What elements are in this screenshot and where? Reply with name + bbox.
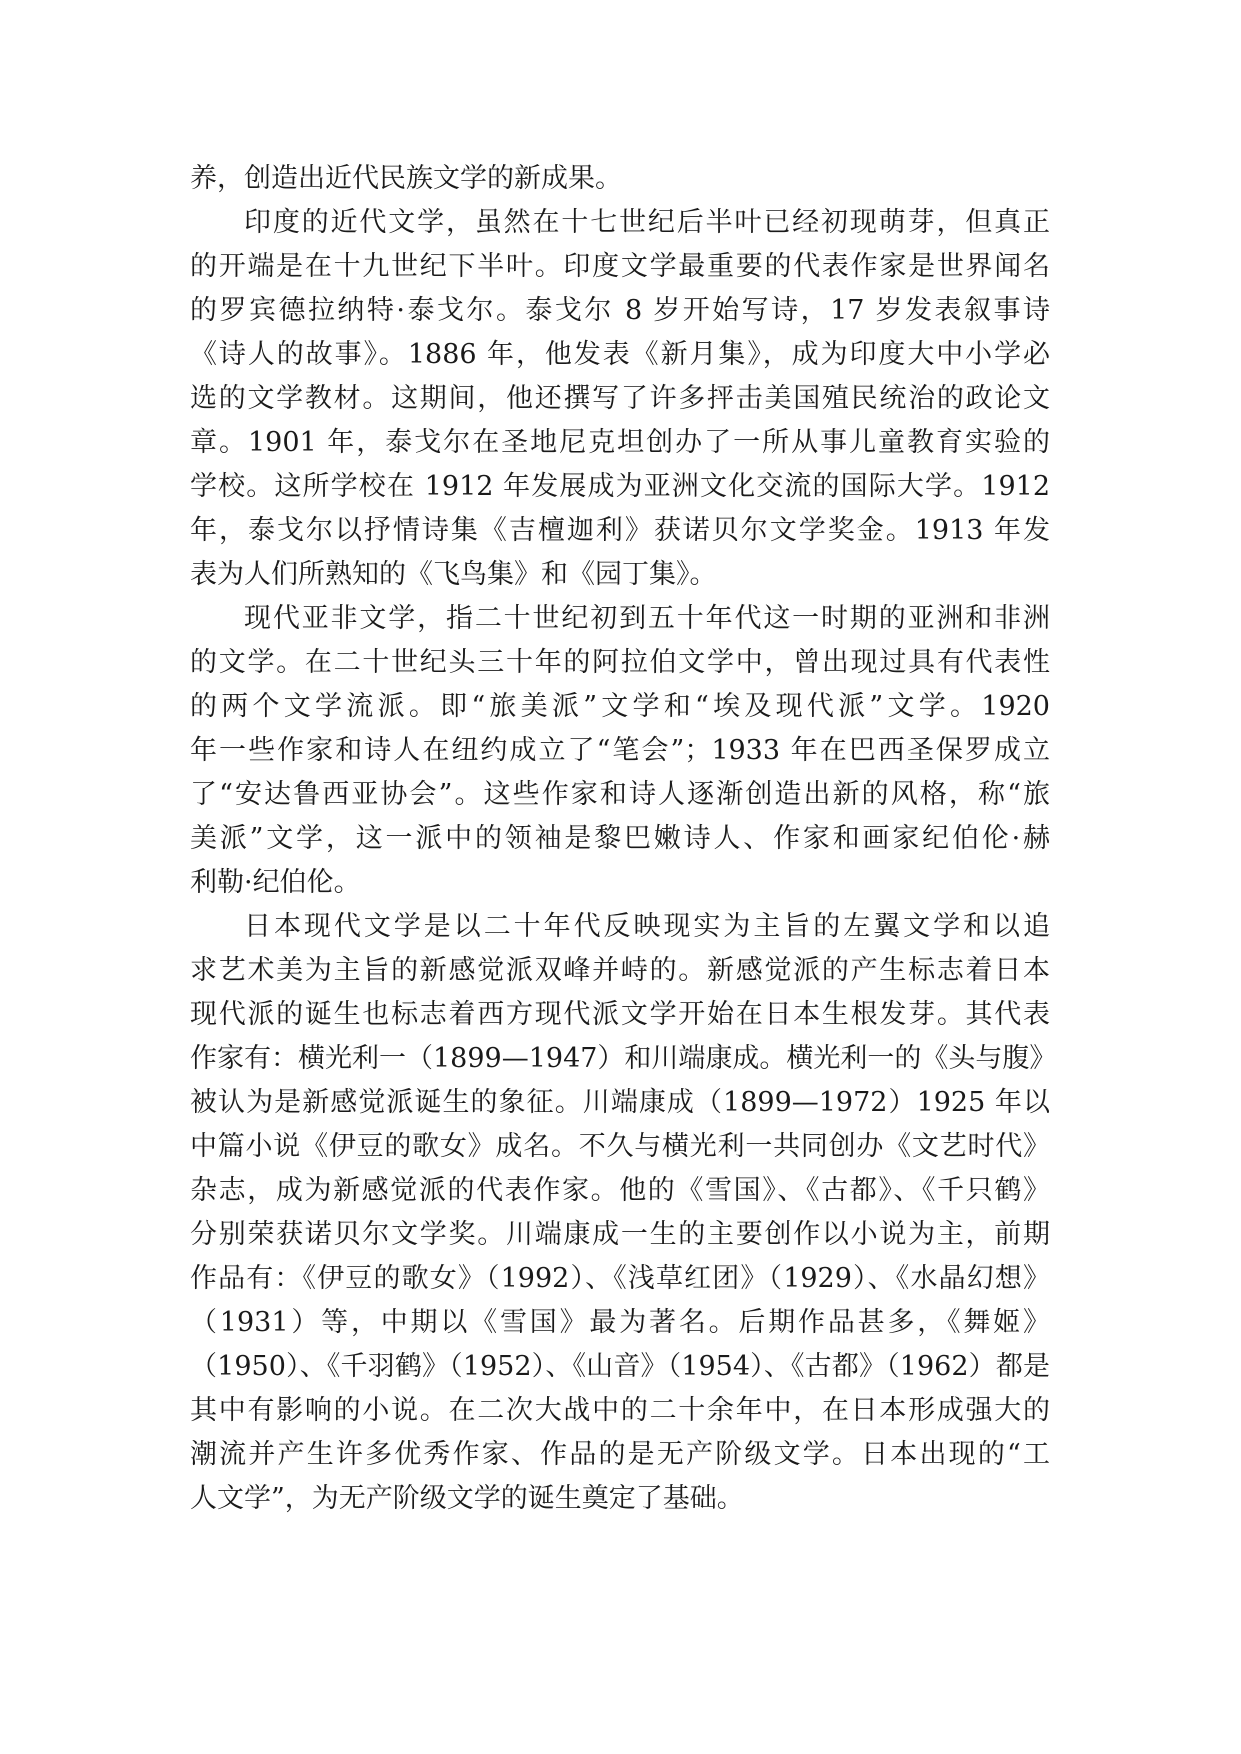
paragraph-line: 选的文学教材。这期间，他还撰写了许多抨击美国殖民统治的政论文 (190, 383, 1050, 414)
paragraph-line: 养，创造出近代民族文学的新成果。 (190, 163, 622, 194)
paragraph-line: 的开端是在十九世纪下半叶。印度文学最重要的代表作家是世界闻名 (190, 251, 1050, 282)
paragraph-line: 的罗宾德拉纳特·泰戈尔。泰戈尔 8 岁开始写诗，17 岁发表叙事诗 (190, 295, 1050, 326)
paragraph-line: 日本现代文学是以二十年代反映现实为主旨的左翼文学和以追 (244, 911, 1050, 942)
paragraph-line: 潮流并产生许多优秀作家、作品的是无产阶级文学。日本出现的“工 (190, 1439, 1050, 1470)
body-text (190, 157, 1057, 1521)
paragraph-line: 印度的近代文学，虽然在十七世纪后半叶已经初现萌芽，但真正 (244, 207, 1050, 238)
paragraph-line: （1950）、《千羽鹤》（1952）、《山音》（1954）、《古都》（1962）都是 (190, 1351, 1050, 1382)
paragraph-line: 中篇小说《伊豆的歌女》成名。不久与横光利一共同创办《文艺时代》 (190, 1131, 1050, 1162)
paragraph-line: 作品有：《伊豆的歌女》（1992）、《浅草红团》（1929）、《水晶幻想》 (190, 1263, 1050, 1294)
paragraph (190, 905, 1057, 1521)
paragraph (190, 157, 1050, 201)
paragraph-line: 作家有：横光利一（1899—1947）和川端康成。横光利一的《头与腹》 (190, 1043, 1057, 1074)
paragraph-line: 了“安达鲁西亚协会”。这些作家和诗人逐渐创造出新的风格，称“旅 (190, 779, 1050, 810)
paragraph-line: 章。1901 年，泰戈尔在圣地尼克坦创办了一所从事儿童教育实验的 (190, 427, 1050, 458)
paragraph-line: 年一些作家和诗人在纽约成立了“笔会”；1933 年在巴西圣保罗成立 (190, 735, 1050, 766)
paragraph-line: 的两个文学流派。即“旅美派”文学和“埃及现代派”文学。1920 (190, 691, 1050, 722)
paragraph-line: 分别荣获诺贝尔文学奖。川端康成一生的主要创作以小说为主，前期 (190, 1219, 1050, 1250)
paragraph-line: 《诗人的故事》。1886 年，他发表《新月集》，成为印度大中小学必 (190, 339, 1050, 370)
paragraph-line: 现代派的诞生也标志着西方现代派文学开始在日本生根发芽。其代表 (190, 999, 1050, 1030)
paragraph-line: 杂志，成为新感觉派的代表作家。他的《雪国》、《古都》、《千只鹤》 (190, 1175, 1050, 1206)
paragraph-line: 美派”文学，这一派中的领袖是黎巴嫩诗人、作家和画家纪伯伦·赫 (190, 823, 1050, 854)
paragraph-line: 表为人们所熟知的《飞鸟集》和《园丁集》。 (190, 559, 717, 590)
paragraph-line: （1931）等，中期以《雪国》最为著名。后期作品甚多，《舞姬》 (190, 1307, 1050, 1338)
paragraph (190, 201, 1050, 597)
paragraph-line: 被认为是新感觉派诞生的象征。川端康成（1899—1972）1925 年以 (190, 1087, 1050, 1118)
paragraph-line: 现代亚非文学，指二十世纪初到五十年代这一时期的亚洲和非洲 (244, 603, 1050, 634)
paragraph-line: 学校。这所学校在 1912 年发展成为亚洲文化交流的国际大学。1912 (190, 471, 1050, 502)
paragraph-line: 的文学。在二十世纪头三十年的阿拉伯文学中，曾出现过具有代表性 (190, 647, 1050, 678)
paragraph-line: 年，泰戈尔以抒情诗集《吉檀迦利》获诺贝尔文学奖金。1913 年发 (190, 515, 1050, 546)
paragraph-line: 利勒·纪伯伦。 (190, 867, 361, 898)
paragraph-line: 求艺术美为主旨的新感觉派双峰并峙的。新感觉派的产生标志着日本 (190, 955, 1050, 986)
paragraph-line: 其中有影响的小说。在二次大战中的二十余年中，在日本形成强大的 (190, 1395, 1050, 1426)
paragraph (190, 597, 1050, 905)
paragraph-line: 人文学”，为无产阶级文学的诞生奠定了基础。 (190, 1483, 744, 1514)
